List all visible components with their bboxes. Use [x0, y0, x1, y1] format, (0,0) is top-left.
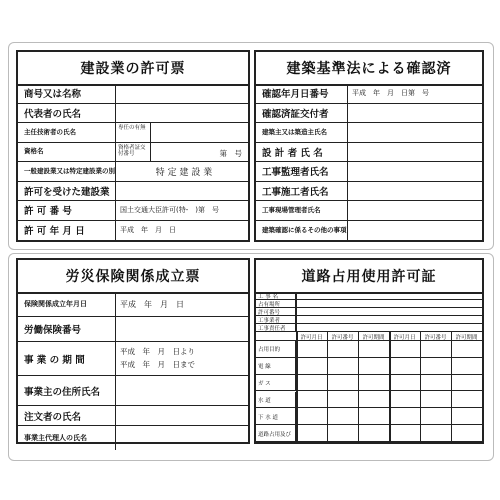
insurance-row — [18, 376, 248, 406]
confirmation-row — [256, 123, 482, 143]
row-label: 労働保険番号 — [18, 317, 116, 341]
row-label: 商号又は名称 — [18, 84, 116, 103]
panel-title: 建設業の許可票 — [18, 52, 248, 86]
row-label: 保険関係成立年月日 — [18, 292, 116, 316]
table-column-header: 許可期間 — [362, 334, 385, 341]
permit-info-row — [256, 316, 482, 324]
license-row — [18, 143, 248, 163]
permit-table-row — [256, 408, 482, 425]
license-row — [18, 123, 248, 143]
license-row — [18, 84, 248, 104]
license-row — [18, 162, 248, 182]
permit-table-row — [256, 425, 482, 442]
row-label: 工事現場管理者氏名 — [256, 201, 348, 220]
confirmation-row — [256, 143, 482, 163]
column-divider — [327, 332, 328, 442]
row-label: 許可を受けた建設業 — [18, 182, 116, 201]
row-value: 平成 年 月 日 — [120, 226, 176, 235]
row-label: 工事監理者氏名 — [256, 162, 348, 181]
row-value: 国土交通大臣許可(特- )第 号 — [120, 206, 219, 215]
row-divider — [150, 123, 151, 142]
permit-info-row — [256, 308, 482, 316]
period-end: 平成 年 月 日まで — [120, 360, 195, 369]
row-label: 工 事 名 — [256, 292, 296, 300]
confirmation-row — [256, 221, 482, 241]
period-start: 平成 年 月 日より — [120, 347, 195, 356]
permit-info-row — [256, 300, 482, 308]
column-divider — [482, 332, 484, 442]
table-column-header: 許可期間 — [455, 334, 478, 341]
row-value: 平成 年 月 日 — [120, 299, 184, 309]
row-label: 資格名 — [18, 143, 116, 162]
table-column-header: 許可月日 — [393, 334, 416, 341]
column-divider — [451, 332, 452, 442]
table-column-header: 許可月日 — [300, 334, 323, 341]
insurance-row — [18, 406, 248, 426]
row-label: 建築主又は築造主氏名 — [256, 123, 348, 142]
permit-info-row — [256, 324, 482, 332]
row-label: 工事業者 — [256, 316, 296, 324]
row-label: 工事責任者 — [256, 324, 296, 332]
license-row — [18, 221, 248, 241]
confirmation-row — [256, 162, 482, 182]
row-suffix: 第 号 — [219, 148, 242, 158]
panel-title: 労災保険関係成立票 — [18, 260, 248, 294]
row-label: 代表者の氏名 — [18, 104, 116, 123]
permit-table-row — [256, 358, 482, 375]
license-row — [18, 104, 248, 124]
table-column-header: 許可番号 — [331, 334, 354, 341]
confirmation-row — [256, 182, 482, 202]
insurance-row — [18, 317, 248, 342]
permit-table-row — [256, 392, 482, 409]
workers-comp-panel — [16, 258, 250, 444]
row-value: 平成 年 月 日第 号 — [352, 89, 429, 98]
permit-table-row — [256, 375, 482, 392]
building-confirmation-panel — [254, 50, 484, 242]
row-label: 占有場所 — [256, 300, 296, 308]
road-use-permit-panel — [254, 258, 484, 444]
row-label: 電 線 — [256, 358, 296, 375]
permit-table-row — [256, 341, 482, 358]
row-label: 確認年月日番号 — [256, 84, 348, 103]
row-value: 特 定 建 設 業 — [155, 167, 213, 178]
row-label: 占用目的 — [256, 341, 296, 358]
row-label: 道路占用及び — [256, 425, 296, 442]
row-divider — [150, 143, 151, 162]
row-label: 許 可 年 月 日 — [18, 221, 116, 241]
insurance-row — [18, 426, 248, 450]
confirmation-row — [256, 201, 482, 221]
row-label: 一般建設業又は特定建設業の別 — [18, 162, 116, 181]
row-label: 事業主代理人の氏名 — [18, 426, 116, 450]
row-label: ガ ス — [256, 375, 296, 392]
row-label: 工事施工者氏名 — [256, 182, 348, 201]
row-label: 主任技術者の氏名 — [18, 123, 116, 142]
insurance-row — [18, 342, 248, 376]
row-label: 確認済証交付者 — [256, 104, 348, 123]
row-label: 設 計 者 氏 名 — [256, 143, 348, 162]
row-label: 許 可 番 号 — [18, 201, 116, 220]
column-divider — [389, 332, 391, 442]
row-label: 水 道 — [256, 392, 296, 409]
license-row — [18, 182, 248, 202]
panel-title: 道路占用使用許可証 — [256, 260, 482, 294]
row-note: 資格者証交付番号 — [118, 144, 146, 157]
license-row — [18, 201, 248, 221]
label-divider — [296, 292, 297, 332]
table-header-row — [256, 332, 482, 341]
table-column-header: 許可番号 — [424, 334, 447, 341]
row-label: 事 業 の 期 間 — [18, 342, 116, 375]
row-label: 下 水 道 — [256, 408, 296, 425]
row-label: 事業主の住所氏名 — [18, 376, 116, 405]
permit-info-row — [256, 292, 482, 300]
confirmation-row — [256, 84, 482, 104]
column-divider — [420, 332, 421, 442]
construction-license-panel — [16, 50, 250, 242]
panel-title: 建築基準法による確認済 — [256, 52, 482, 86]
insurance-row — [18, 292, 248, 317]
column-divider — [358, 332, 359, 442]
column-divider — [296, 332, 298, 442]
row-label: 建築確認に係るその他の事項 — [256, 221, 348, 241]
row-label: 許可番号 — [256, 308, 296, 316]
row-note: 専任の有無 — [118, 125, 146, 131]
confirmation-row — [256, 104, 482, 124]
row-label: 注文者の氏名 — [18, 406, 116, 425]
